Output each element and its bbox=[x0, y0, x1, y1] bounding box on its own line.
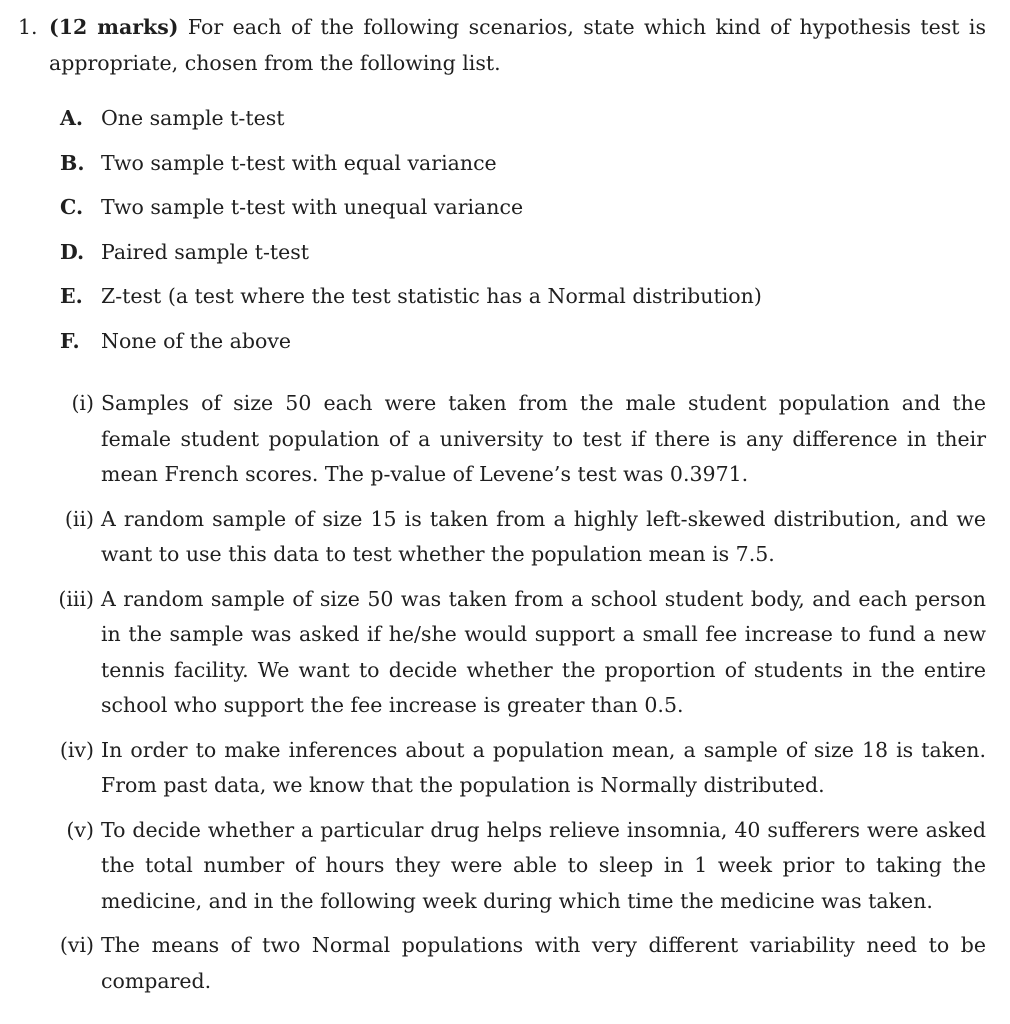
option-letter: F. bbox=[60, 328, 80, 353]
scenario-label: (iv) bbox=[59, 737, 94, 762]
scenario-ii bbox=[20, 502, 986, 573]
option-d bbox=[60, 235, 960, 280]
question-header bbox=[18, 10, 986, 81]
scenario-label: (i) bbox=[71, 391, 94, 415]
option-letter: D. bbox=[60, 239, 85, 264]
option-a bbox=[60, 101, 960, 146]
scenario-label: (vi) bbox=[59, 933, 94, 957]
option-letter: C. bbox=[60, 195, 84, 220]
option-e bbox=[60, 279, 960, 324]
option-f bbox=[60, 324, 960, 369]
option-text: Two sample t-test with unequal variance bbox=[101, 195, 524, 220]
scenario-text: A random sample of size 15 is taken from a highly left-skewed distribution, and we want to use this data to test whether the population mean is 7.5. bbox=[101, 506, 986, 566]
question-number: 1. bbox=[18, 15, 38, 39]
scenario-list bbox=[20, 386, 986, 1008]
scenario-i bbox=[20, 386, 986, 493]
option-c bbox=[60, 190, 960, 235]
question-intro bbox=[49, 10, 986, 81]
scenario-text: To decide whether a particular drug helps relieve insomnia, 40 sufferers were asked the total number of hours they were able to sleep in 1 week prior to taking the medicine, and in the following week during which time the medicine was taken. bbox=[101, 817, 986, 913]
scenario-v bbox=[20, 813, 986, 920]
scenario-label: (ii) bbox=[64, 506, 94, 531]
scenario-label: (iii) bbox=[58, 586, 94, 611]
scenario-text: The means of two Normal populations with very different variability need to be compared. bbox=[101, 933, 986, 993]
scenario-iii bbox=[20, 582, 986, 724]
option-text: One sample t-test bbox=[101, 106, 285, 130]
question-marks: (12 marks) bbox=[49, 15, 179, 39]
option-b bbox=[60, 146, 960, 191]
test-options-list bbox=[60, 101, 960, 369]
option-letter: A. bbox=[60, 106, 84, 130]
option-text: Two sample t-test with equal variance bbox=[101, 150, 497, 175]
option-letter: B. bbox=[60, 150, 85, 175]
option-text: None of the above bbox=[101, 328, 292, 353]
scenario-iv bbox=[20, 733, 986, 804]
scenario-label: (v) bbox=[66, 817, 94, 842]
scenario-vi bbox=[20, 928, 986, 999]
option-text: Z-test (a test where the test statistic has a Normal distribution) bbox=[101, 284, 762, 309]
question-intro-text: For each of the following scenarios, state which kind of hypothesis test is appropriate, chosen from the following list. bbox=[49, 15, 986, 75]
option-text: Paired sample t-test bbox=[101, 239, 310, 264]
option-letter: E. bbox=[60, 284, 83, 309]
scenario-text: A random sample of size 50 was taken from a school student body, and each person in the sample was asked if he/she would support a small fee increase to fund a new tennis facility. We want to decide whether the proportion of students in the entire school who support the fee increase is greater than 0.5. bbox=[101, 586, 986, 717]
scenario-text: In order to make inferences about a population mean, a sample of size 18 is taken. From past data, we know that the population is Normally distributed. bbox=[101, 737, 986, 797]
scenario-text: Samples of size 50 each were taken from the male student population and the female student population of a university to test if there is any difference in their mean French scores. The p-value of Levene’s test was 0.3971. bbox=[101, 391, 986, 486]
